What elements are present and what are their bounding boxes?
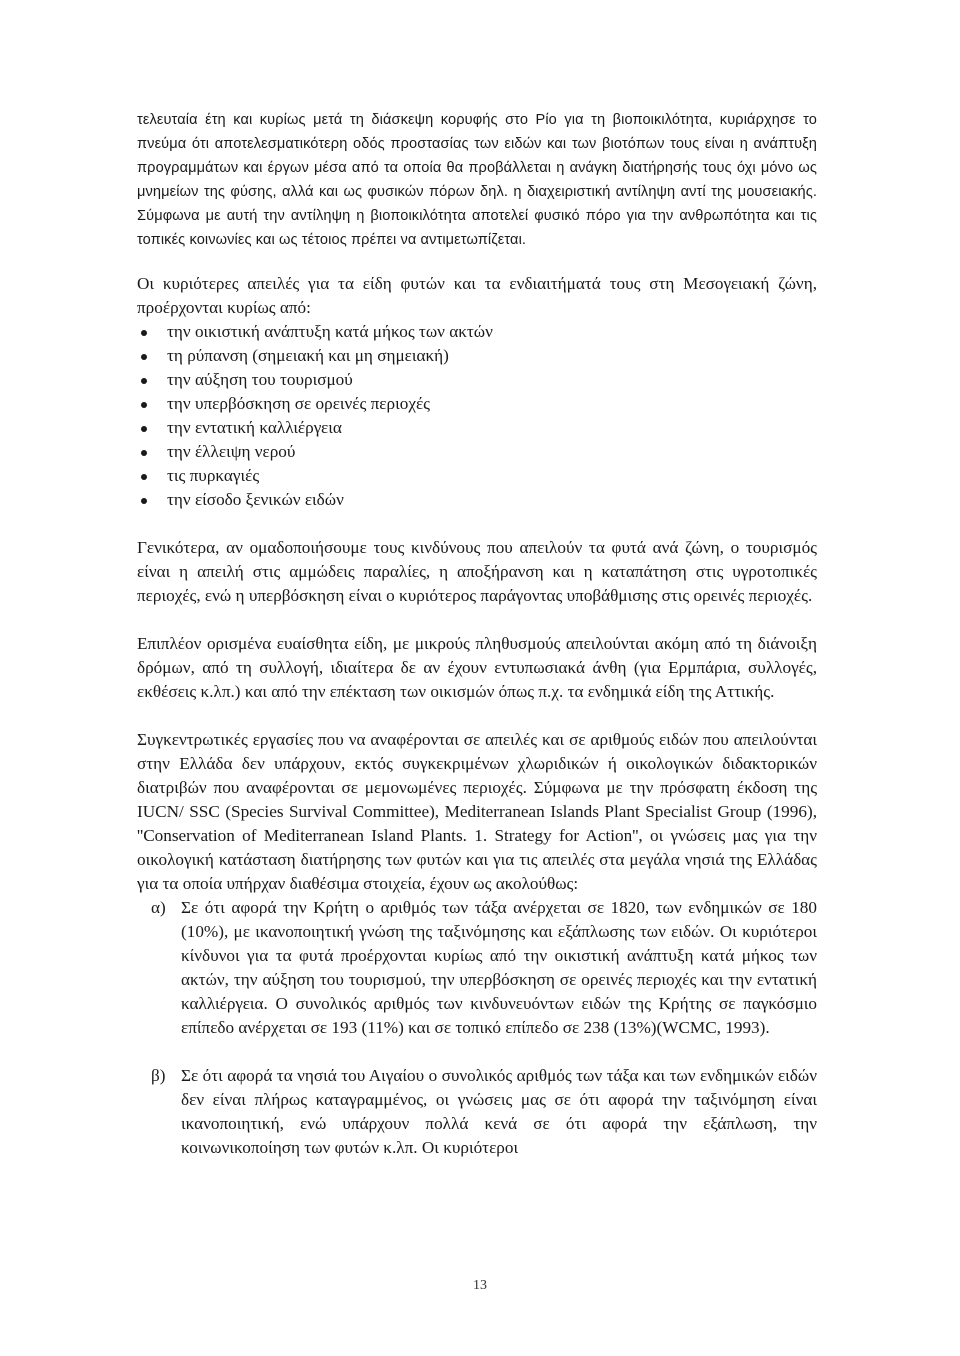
threat-text: την αύξηση του τουρισμού <box>167 370 353 389</box>
threat-text: την είσοδο ξενικών ειδών <box>167 490 344 509</box>
bullet-icon <box>141 402 147 408</box>
enum-item-crete <box>137 896 817 1040</box>
enum-text: Σε ότι αφορά τα νησιά του Αιγαίου ο συνολικός αριθμός των τάξα και των ενδημικών ειδών δεν είναι πλήρως καταγραμμένος, οι γνώσεις μας σε ότι αφορά την ταξινόμηση είναι ικανοποιητική, ενώ υπάρχουν πολλά κενά σε ότι αφορά την εξάπλωση, την κοινωνικοποίηση των φυτών κ.λπ. Οι κυριότεροι <box>181 1066 817 1157</box>
enum-marker: α) <box>151 898 166 917</box>
list-item <box>137 416 817 440</box>
page-number: 13 <box>473 1278 487 1293</box>
threats-list <box>137 320 817 512</box>
list-item <box>137 392 817 416</box>
bullet-icon <box>141 378 147 384</box>
bullet-icon <box>141 474 147 480</box>
list-item <box>137 464 817 488</box>
paragraph-intro: τελευταία έτη και κυρίως μετά τη διάσκεψη κορυφής στο Ρίο για τη βιοποικιλότητα, κυριάρχησε το πνεύμα ότι αποτελεσματικότερη οδός προστασίας των ειδών και των βιοτόπων τους είναι η ανάπτυξη προγραμμάτων και έργων μέσα από τα οποία θα προβάλλεται η ανάγκη διατήρησής τους όχι μόνο ως μνημείων της φύσης, αλλά και ως φυσικών πόρων δηλ. η διαχειριστική αντίληψη αντί της μουσειακής. Σύμφωνα με αυτή την αντίληψη η βιοποικιλότητα αποτελεί φυσικό πόρο για την ανθρωπότητα και τις τοπικές κοινωνίες και ως τέτοιος πρέπει να αντιμετωπίζεται. <box>137 112 817 248</box>
enum-text: Σε ότι αφορά την Κρήτη ο αριθμός των τάξα ανέρχεται σε 1820, των ενδημικών σε 180 (10%), με ικανοποιητική γνώση της ταξινόμησης και εξάπλωσης των ειδών. Οι κυριότεροι κίνδυνοι για τα φυτά προέρχονται κυρίως από την οικιστική ανάπτυξη κατά μήκος των ακτών, την αύξηση του τουρισμού, την υπερβόσκηση σε ορεινές περιοχές και την εντατική καλλιέργεια. Ο συνολικός αριθμός των κινδυνευόντων ειδών της Κρήτης σε παγκόσμιο επίπεδο ανέρχεται σε 193 (11%) και σε τοπικό επίπεδο σε 238 (13%)(WCMC, 1993). <box>181 898 817 1037</box>
paragraph-iucn: Συγκεντρωτικές εργασίες που να αναφέρονται σε απειλές και σε αριθμούς ειδών που απειλούνται στην Ελλάδα δεν υπάρχουν, εκτός συγκεκριμένων χλωριδικών ή οικολογικών διδακτορικών διατριβών που αναφέρονται σε μεμονωμένες περιοχές. Σύμφωνα με την πρόσφατη έκδοση της IUCN/ SSC (Species Survival Committee), Mediterranean Islands Plant Specialist Group (1996), ''Conservation of Mediterranean Island Plants. 1. Strategy for Action'', οι γνώσεις μας για την οικολογική κατάσταση διατήρησης των φυτών και για τις απειλές στα μεγάλα νησιά της Ελλάδας για τα οποία υπήρχαν διαθέσιμα στοιχεία, έχουν ως ακολούθως: <box>137 730 817 893</box>
bullet-icon <box>141 354 147 360</box>
list-item <box>137 344 817 368</box>
enum-item-aegean <box>137 1064 817 1160</box>
bullet-icon <box>141 330 147 336</box>
threat-text: την έλλειψη νερού <box>167 442 296 461</box>
paragraph-threats-intro: Οι κυριότερες απειλές για τα είδη φυτών και τα ενδιαιτήματά τους στη Μεσογειακή ζώνη, προέρχονται κυρίως από: <box>137 274 817 317</box>
threat-text: τη ρύπανση (σημειακή και μη σημειακή) <box>167 346 449 365</box>
enum-marker: β) <box>151 1066 166 1085</box>
threat-text: τις πυρκαγιές <box>167 466 260 485</box>
threat-text: την υπερβόσκηση σε ορεινές περιοχές <box>167 394 430 413</box>
bullet-icon <box>141 426 147 432</box>
list-item <box>137 440 817 464</box>
list-item <box>137 368 817 392</box>
list-item <box>137 320 817 344</box>
threat-text: την οικιστική ανάπτυξη κατά μήκος των ακτών <box>167 322 493 341</box>
list-item <box>137 488 817 512</box>
threat-text: την εντατική καλλιέργεια <box>167 418 342 437</box>
paragraph-sensitive: Επιπλέον ορισμένα ευαίσθητα είδη, με μικρούς πληθυσμούς απειλούνται ακόμη από τη διάνοιξη δρόμων, από τη συλλογή, ιδιαίτερα δε αν έχουν εντυπωσιακά άνθη (για Ερμπάρια, συλλογές, εκθέσεις κ.λπ.) και από την επέκταση των οικισμών όπως π.χ. τα ενδημικά είδη της Αττικής. <box>137 634 817 701</box>
document-body <box>137 108 817 1160</box>
bullet-icon <box>141 498 147 504</box>
paragraph-general: Γενικότερα, αν ομαδοποιήσουμε τους κινδύνους που απειλούν τα φυτά ανά ζώνη, ο τουρισμός είναι η απειλή στις αμμώδεις παραλίες, η αποξήρανση και η καταπάτηση στις υγροτοπικές περιοχές, ενώ η υπερβόσκηση είναι ο κυριότερος παράγοντας υποβάθμισης στις ορεινές περιοχές. <box>137 538 817 605</box>
bullet-icon <box>141 450 147 456</box>
